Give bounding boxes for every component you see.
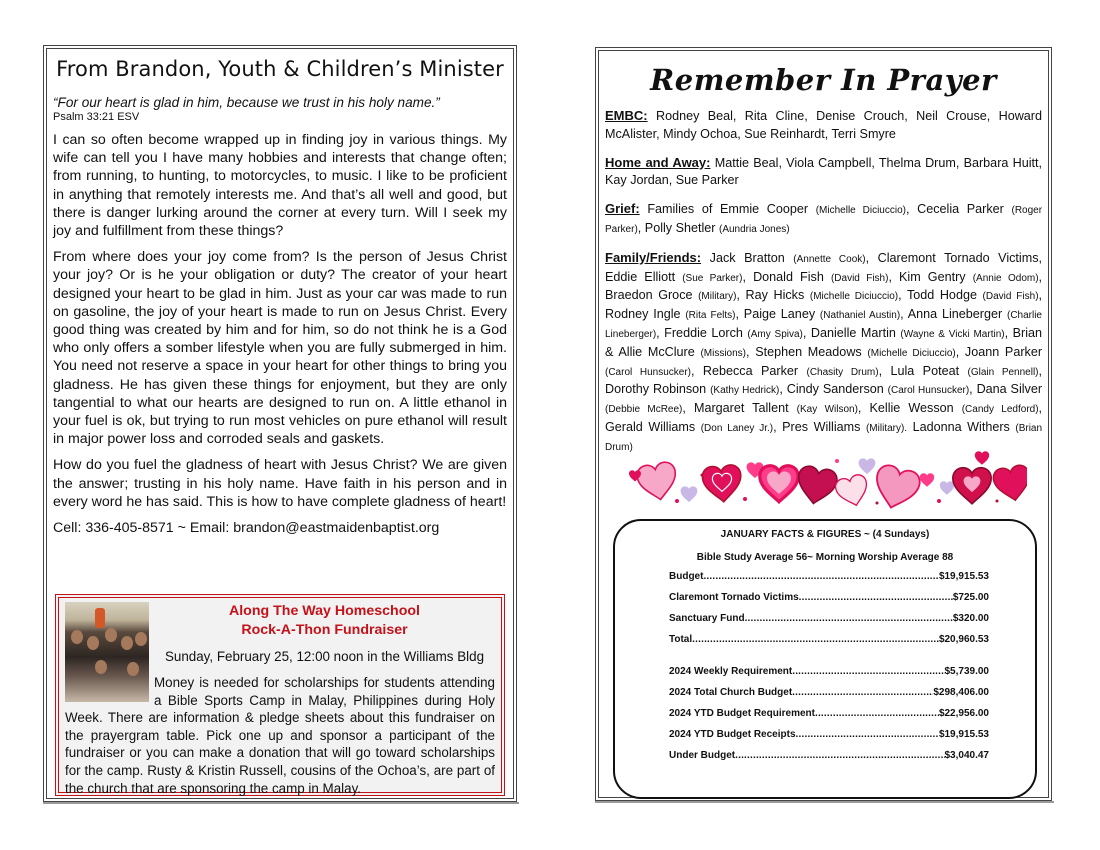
dot-leader (799, 592, 953, 603)
prayer-name: Families of Emmie Cooper (647, 202, 809, 217)
prayer-name: Todd Hodge (906, 288, 977, 303)
financial-row (669, 634, 989, 645)
financial-value: $725.00 (952, 592, 989, 603)
dot-leader (796, 729, 939, 740)
dot-leader (692, 634, 939, 645)
financial-value: $22,956.00 (938, 708, 989, 719)
financial-row (669, 592, 989, 603)
requested-by: (Kay Wilson) (796, 404, 858, 416)
requested-by: (Michelle Diciuccio) (867, 347, 956, 359)
financial-value: $298,406.00 (933, 687, 989, 698)
dot-leader (792, 687, 933, 698)
section-label: EMBC: (605, 108, 648, 123)
requested-by: (Military) (698, 291, 737, 303)
requested-by: (Candy Ledford) (961, 404, 1039, 416)
dot-leader (745, 613, 953, 624)
prayer-name: Braedon Groce (605, 288, 693, 303)
financial-label: 2024 Total Church Budget (669, 687, 793, 698)
requested-by: (Wayne & Vicki Martin) (900, 328, 1005, 340)
prayer-name: Polly Shetler (644, 220, 716, 235)
prayer-name: Donald Fish (753, 269, 824, 284)
financial-value: $5,739.00 (944, 666, 989, 677)
financial-label: Total (669, 634, 693, 645)
prayer-section-embc (605, 107, 1042, 144)
requested-by: (Amy Spiva) (747, 328, 803, 340)
prayer-name: Dorothy Robinson (605, 382, 707, 397)
section-label: Grief: (605, 201, 640, 217)
requested-by: (Missions) (700, 347, 747, 359)
section-label: Family/Friends: (605, 249, 702, 265)
fundraiser-title: Rock-A-Thon Fundraiser (241, 622, 408, 638)
hearts-banner-icon (627, 451, 1027, 511)
financial-row (669, 666, 989, 677)
requested-by: (David Fish) (830, 272, 889, 284)
fundraiser-date: Sunday, February 25, 12:00 noon in the Williams Bldg (164, 649, 485, 664)
requested-by: (Annette Cook) (793, 253, 866, 265)
financial-label: Sanctuary Fund (669, 613, 745, 624)
dot-leader (703, 571, 938, 582)
financial-label: Claremont Tornado Victims (669, 592, 799, 603)
prayer-names: Mattie Beal, Viola Campbell, Thelma Drum, Barbara Huitt, Kay Jordan, Sue Parker (605, 155, 1043, 188)
financial-value: $3,040.47 (944, 750, 989, 761)
page-title: From Brandon, Youth & Children’s Minister (56, 57, 504, 81)
section-label: Home and Away: (605, 154, 711, 170)
facts-title: JANUARY FACTS & FIGURES ~ (4 Sundays) (720, 529, 930, 540)
prayer-page (595, 47, 1052, 801)
contact-info: Cell: 336-405-8571 ~ Email: brandon@eastmaidenbaptist.org (53, 520, 440, 537)
prayer-name: Jack Bratton (709, 250, 785, 265)
requested-by: (Michelle Diciuccio) (809, 291, 899, 303)
prayer-name: Ladonna Withers (912, 419, 1010, 434)
prayer-name: Eddie Elliott (605, 269, 676, 284)
prayer-name: Danielle Martin (810, 325, 896, 340)
article-paragraph: I can so often become wrapped up in finding joy in various things. My wife can tell you I have many hobbies and interests that change often; from running, to hunting, to motorcycles, to music. I like to be proficient in anything that remotely interests me. And that’s all well and good, but there is danger lurking around the corner at every turn. Will I seek my joy and fulfillment from these things? (53, 132, 507, 240)
prayer-section-grief: Grief: Families of Emmie Cooper (Michelle Diciuccio), Cecelia Parker (Roger Parker), Polly Shetler (Aundria Jones) (605, 201, 1043, 235)
scripture-reference: Psalm 33:21 ESV (53, 111, 140, 123)
financial-value: $19,915.53 (938, 571, 989, 582)
prayer-name: Cecelia Parker (917, 202, 1004, 217)
requested-by: (Carol Hunsucker) (887, 385, 970, 397)
requested-by: (Roger Parker) (605, 205, 1043, 235)
prayer-name: Lula Poteat (890, 363, 960, 378)
requested-by: (Brian Drum) (605, 422, 1043, 453)
requested-by: (Charlie Lineberger) (605, 310, 1042, 340)
dot-leader (735, 750, 944, 761)
facts-figures-box (613, 519, 1037, 799)
prayer-name: Gerald Williams (605, 419, 696, 434)
article-paragraph: How do you fuel the gladness of heart with Jesus Christ? We are given the answer; trusting in his holy name. Have faith in his person and in every word he has said. This is how to have complete gladness of heart! (53, 457, 507, 510)
financial-label: Budget (669, 571, 704, 582)
requested-by: (Michelle Diciuccio) (815, 205, 906, 217)
fundraiser-box (55, 594, 505, 796)
dot-leader (815, 708, 939, 719)
prayer-name: Joann Parker (964, 344, 1043, 359)
prayer-name: Margaret Tallent (693, 401, 789, 416)
requested-by: (Nathaniel Austin) (819, 310, 901, 322)
prayer-section-home-away (605, 154, 1042, 191)
financial-label: 2024 Weekly Requirement (669, 666, 793, 677)
youth-minister-page (43, 45, 517, 802)
prayer-name: Claremont Tornado Victims (877, 250, 1039, 265)
requested-by: (Annie Odom) (972, 272, 1039, 284)
requested-by: (Carol Hunsucker) (605, 366, 692, 378)
requested-by: (Don Laney Jr.) (700, 422, 774, 434)
financial-row (669, 571, 989, 582)
requested-by: (Glain Pennell) (967, 366, 1039, 378)
prayer-name: Anna Lineberger (907, 307, 1003, 322)
financial-label: 2024 YTD Budget Requirement (669, 708, 815, 719)
prayer-name: Paige Laney (743, 307, 816, 322)
prayer-name: Rodney Ingle (605, 307, 681, 322)
prayer-name: Dana Silver (976, 382, 1043, 397)
financial-row (669, 729, 989, 740)
financial-value: $19,915.53 (938, 729, 989, 740)
prayer-names: Rodney Beal, Rita Cline, Denise Crouch, Neil Crouse, Howard McAlister, Mindy Ochoa, Sue Reinhardt, Terri Smyre (605, 109, 1042, 141)
dot-leader (792, 666, 944, 677)
prayer-name: Ray Hicks (745, 288, 805, 303)
prayer-name: Stephen Meadows (755, 344, 862, 359)
requested-by: (Military). (865, 422, 908, 434)
requested-by: (Chasity Drum) (806, 366, 879, 378)
fundraiser-title: Along The Way Homeschool (228, 603, 421, 619)
prayer-section-family-friends: Family/Friends: Jack Bratton (Annette Cook), Claremont Tornado Victims, Eddie Elliott (Sue Parker), Donald Fish (David Fish), Kim Gentry (Annie Odom), Braedon Groce (Military), Ray Hicks (Michelle Diciuccio), Todd Hodge (David Fish), Rodney Ingle (Rita Felts), Paige Laney (Nathaniel Austin), Anna Lineberger (Charlie Lineberger), Freddie Lorch (Amy Spiva), Danielle Martin (Wayne & Vicki Martin), Brian & Allie McClure (Missions), Stephen Meadows (Michelle Diciuccio), Joann Parker (Carol Hunsucker), Rebecca Parker (Chasity Drum), Lula Poteat (Glain Pennell), Dorothy Robinson (Kathy Hedrick), Cindy Sanderson (Carol Hunsucker), Dana Silver (Debbie McRee), Margaret Tallent (Kay Wilson), Kellie Wesson (Candy Ledford), Gerald Williams (Don Laney Jr.), Pres Williams (Military). Ladonna Withers (Brian Drum) (605, 249, 1043, 453)
requested-by: (David Fish) (982, 291, 1039, 303)
financial-row (669, 708, 989, 719)
financial-row (669, 750, 989, 761)
scripture-verse: “For our heart is glad in him, because we trust in his holy name.” (53, 95, 440, 110)
financial-value: $320.00 (952, 613, 989, 624)
prayer-name: Freddie Lorch (664, 325, 743, 340)
prayer-name: Rebecca Parker (702, 363, 799, 378)
requested-by: (Rita Felts) (685, 310, 736, 322)
page-title: Remember In Prayer (650, 63, 997, 97)
financial-row (669, 613, 989, 624)
prayer-name: Brian & Allie McClure (605, 325, 1043, 359)
attendance-averages: Bible Study Average 56~ Morning Worship Average 88 (696, 552, 954, 563)
prayer-name: Cindy Sanderson (786, 382, 884, 397)
requested-by: (Kathy Hedrick) (710, 385, 780, 397)
camp-group-photo (65, 602, 149, 702)
fundraiser-description: Money is needed for scholarships for students attending a Bible Sports Camp in Malay, Philippines during Holy Week. There are information & pledge sheets about this fundraiser on the prayergram table. Pick one up and sponsor a participant of the fundraiser or you can make a donation that will go toward scholarships for the camp. Rusty & Kristin Russell, cousins of the Ochoa’s, are part of the church that are sponsoring the camp in Malay. (65, 675, 495, 796)
financial-label: 2024 YTD Budget Receipts (669, 729, 796, 740)
financial-label: Under Budget (669, 750, 736, 761)
prayer-name: Pres Williams (782, 419, 861, 434)
requested-by: (Debbie McRee) (605, 404, 683, 416)
prayer-name: Kellie Wesson (869, 401, 954, 416)
requested-by: (Sue Parker) (682, 272, 743, 284)
financial-value: $20,960.53 (938, 634, 989, 645)
prayer-name: Kim Gentry (899, 269, 966, 284)
financial-row (669, 687, 989, 698)
requested-by: (Aundria Jones) (719, 223, 790, 235)
article-paragraph: From where does your joy come from? Is the person of Jesus Christ your joy? Or is he your obligation or duty? The creator of your heart designed your heart to be glad in him. Just as your car was made to run on gasoline, the joy of your heart is made to run on Jesus Christ. Every good thing was created by him and for him, so do not think he is a God who only offers a somber lifestyle when you are fully submerged in him. You need not reserve a space in your heart for other things to bring you gladness. He has given these things for enjoyment, but they are only tangential to what our hearts are designed to run on. A little ethanol in your fuel is ok, but trying to run most vehicles on pure ethanol will result in major power loss and corroded seals and gaskets. (53, 249, 507, 448)
